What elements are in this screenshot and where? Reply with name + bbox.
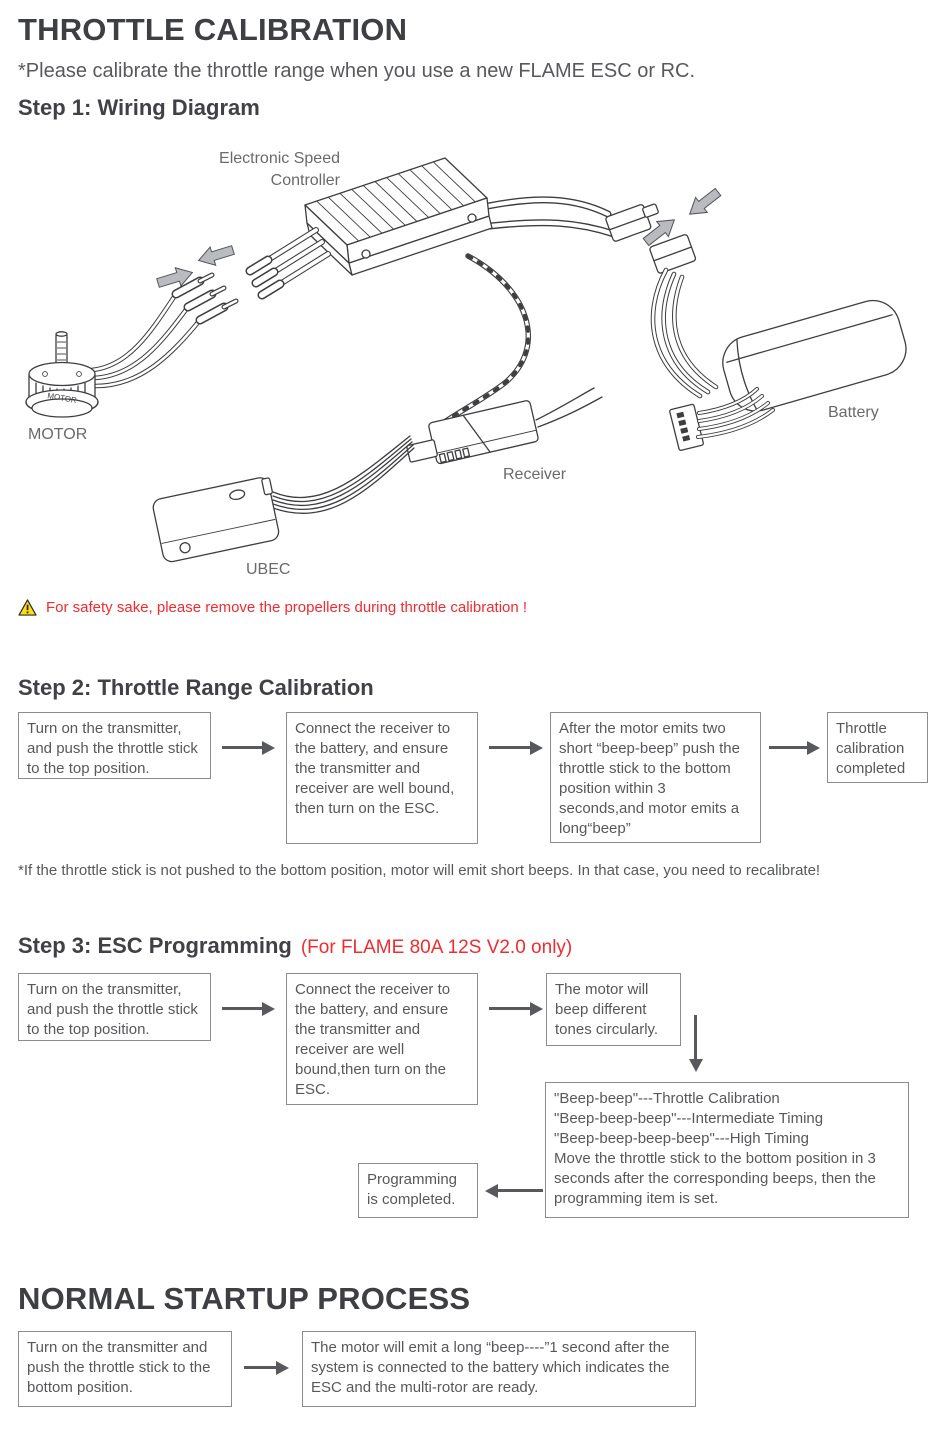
safety-warning <box>18 599 527 616</box>
flow-arrow <box>244 1366 277 1369</box>
flow-arrow <box>769 746 808 749</box>
flow-arrow <box>489 1007 531 1010</box>
step2-box-4: Throttle calibration completed <box>827 712 928 783</box>
ubec-illustration <box>152 476 283 564</box>
ubec-ribbon-cable <box>273 436 414 513</box>
flow-arrow-down <box>694 1015 697 1060</box>
connect-arrow-icon <box>196 241 236 270</box>
program-line: "Beep-beep-beep"---Intermediate Timing <box>554 1109 824 1127</box>
esc-label-line2: Controller <box>270 172 340 189</box>
step3-heading-note: (For FLAME 80A 12S V2.0 only) <box>300 937 573 958</box>
step3-program-box <box>545 1082 909 1218</box>
battery-label: Battery <box>828 404 879 421</box>
motor-print-label: MOTOR <box>46 391 78 406</box>
step3-completed-box: Programming is completed. <box>358 1163 478 1218</box>
flow-arrow-left <box>497 1189 543 1192</box>
page-subtitle: *Please calibrate the throttle range when you use a new FLAME ESC or RC. <box>18 60 696 82</box>
esc-label-line1: Electronic Speed <box>219 150 340 167</box>
step3-box-1: Turn on the transmitter, and push the throttle stick to the top position. <box>18 973 211 1041</box>
program-line: "Beep-beep"---Throttle Calibration <box>554 1090 780 1107</box>
motor-label: MOTOR <box>28 426 88 443</box>
battery-connector-pair <box>605 185 724 396</box>
warning-triangle-icon <box>18 599 37 616</box>
wiring-diagram <box>0 130 940 600</box>
step1-heading: Step 1: Wiring Diagram <box>18 95 260 120</box>
startup-box-2: The motor will emit a long “beep----”1 second after the system is connected to the battery which indicates the ESC and the multi-rotor are ready. <box>302 1331 696 1407</box>
startup-box-1: Turn on the transmitter and push the throttle stick to the bottom position. <box>18 1331 232 1407</box>
warning-text: For safety sake, please remove the propellers during throttle calibration ! <box>46 599 528 616</box>
step2-heading: Step 2: Throttle Range Calibration <box>18 675 374 700</box>
step2-box-3: After the motor emits two short “beep-beep” push the throttle stick to the bottom position within 3 seconds,and motor emits a long“beep” <box>550 712 761 843</box>
page-title: THROTTLE CALIBRATION <box>18 12 408 47</box>
flow-arrow <box>489 746 531 749</box>
program-line: Move the throttle stick to the bottom position in 3 seconds after the corresponding beeps, then the programming item is set. <box>554 1149 876 1207</box>
startup-heading: NORMAL STARTUP PROCESS <box>18 1281 471 1316</box>
receiver-illustration <box>403 388 602 470</box>
flow-arrow <box>222 1007 263 1010</box>
step2-box-2: Connect the receiver to the battery, and ensure the transmitter and receiver are well bound, then turn on the ESC. <box>286 712 478 844</box>
step3-box-3: The motor will beep different tones circularly. <box>546 973 681 1046</box>
esc-signal-wire <box>437 256 528 427</box>
motor-illustration <box>26 332 98 417</box>
step3-box-2: Connect the receiver to the battery, and ensure the transmitter and receiver are well bound,then turn on the ESC. <box>286 973 478 1105</box>
flow-arrow <box>222 746 263 749</box>
ubec-label: UBEC <box>246 561 291 578</box>
step3-heading-text: Step 3: ESC Programming <box>18 933 292 958</box>
motor-wires <box>92 275 236 386</box>
step2-note: *If the throttle stick is not pushed to the bottom position, motor will emit short beeps. In that case, you need to recalibrate! <box>18 862 821 879</box>
balance-plug <box>669 389 773 451</box>
step2-box-1: Turn on the transmitter, and push the throttle stick to the top position. <box>18 712 211 779</box>
program-line: "Beep-beep-beep-beep"---High Timing <box>554 1129 809 1147</box>
step3-heading <box>18 933 572 959</box>
receiver-label: Receiver <box>503 466 567 483</box>
esc-power-wires <box>488 200 614 234</box>
